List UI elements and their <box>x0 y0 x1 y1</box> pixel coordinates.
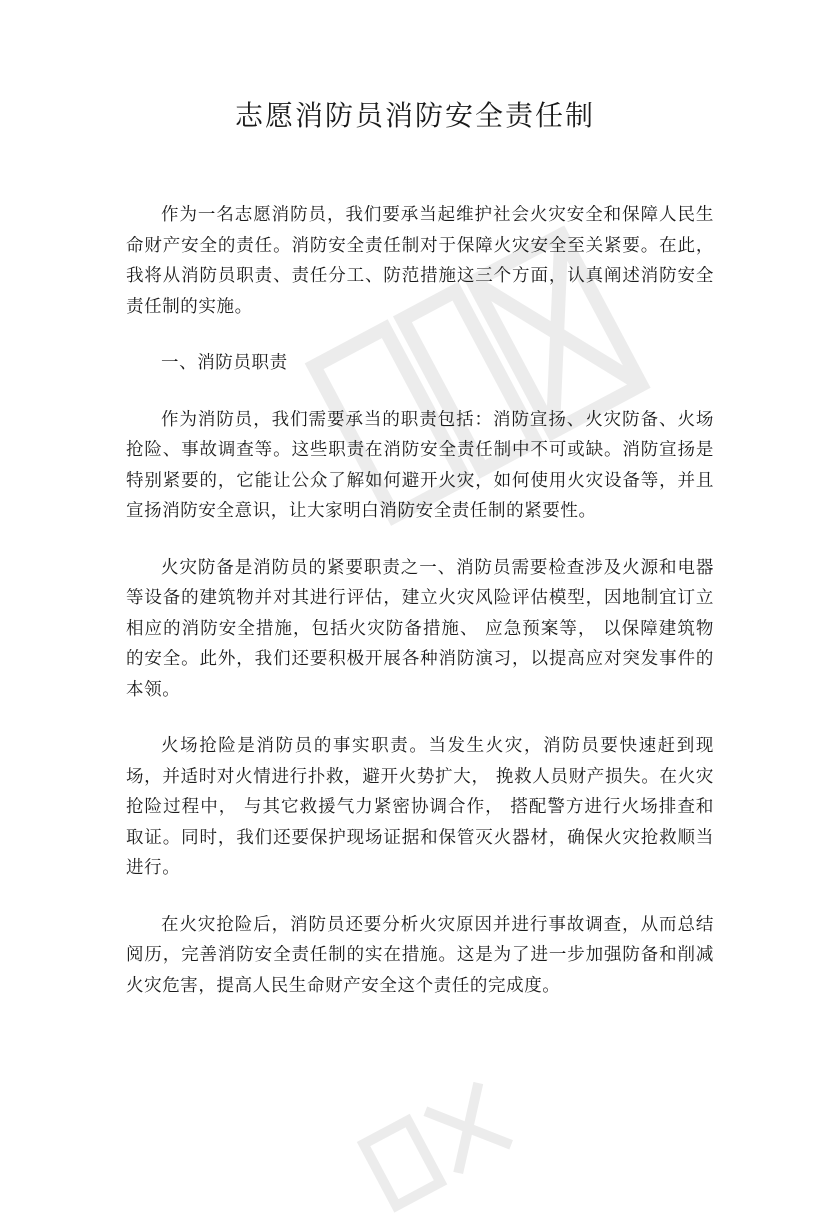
page-title: 志愿消防员消防安全责任制 <box>234 99 595 132</box>
body-paragraph: 火灾防备是消防员的紧要职责之一、消防员需要检查涉及火源和电器等设备的建筑物并对其进行评估，建立火灾风险评估模型，因地制宜订立相应的消防安全措施，包括火灾防备措施、 应急预案等， 以保障建筑物的安全。此外，我们还要积极开展各种消防演习，以提高应对突发事件的本领。 <box>126 557 714 700</box>
body-paragraph: 作为消防员，我们需要承当的职责包括：消防宣扬、火灾防备、火场抢险、事故调查等。这些职责在消防安全责任制中不可或缺。消防宣扬是特别紧要的，它能让公众了解如何避开火灾，如何使用火灾设备等，并且宣扬消防安全意识，让大家明白消防安全责任制的紧要性。 <box>126 409 714 521</box>
body-paragraph: 在火灾抢险后，消防员还要分析火灾原因并进行事故调查，从而总结阅历，完善消防安全责任制的实在措施。这是为了进一步加强防备和削减火灾危害，提高人民生命财产安全这个责任的完成度。 <box>126 914 714 996</box>
watermark-logo-icon <box>345 1061 524 1219</box>
section-heading: 一、消防员职责 <box>161 353 288 373</box>
document-body <box>126 200 714 1027</box>
intro-paragraph: 作为一名志愿消防员，我们要承当起维护社会火灾安全和保障人民生命财产安全的责任。消防安全责任制对于保障火灾安全至关紧要。在此，我将从消防员职责、责任分工、防范措施这三个方面，认真阐述消防安全责任制的实施。 <box>126 205 714 317</box>
body-paragraph: 火场抢险是消防员的事实职责。当发生火灾，消防员要快速赶到现场，并适时对火情进行扑救，避开火势扩大， 挽救人员财产损失。在火灾抢险过程中， 与其它救援气力紧密协调合作， 搭配警方进行火场排查和取证。同时，我们还要保护现场证据和保管灭火器材，确保火灾抢救顺当进行。 <box>126 736 714 878</box>
